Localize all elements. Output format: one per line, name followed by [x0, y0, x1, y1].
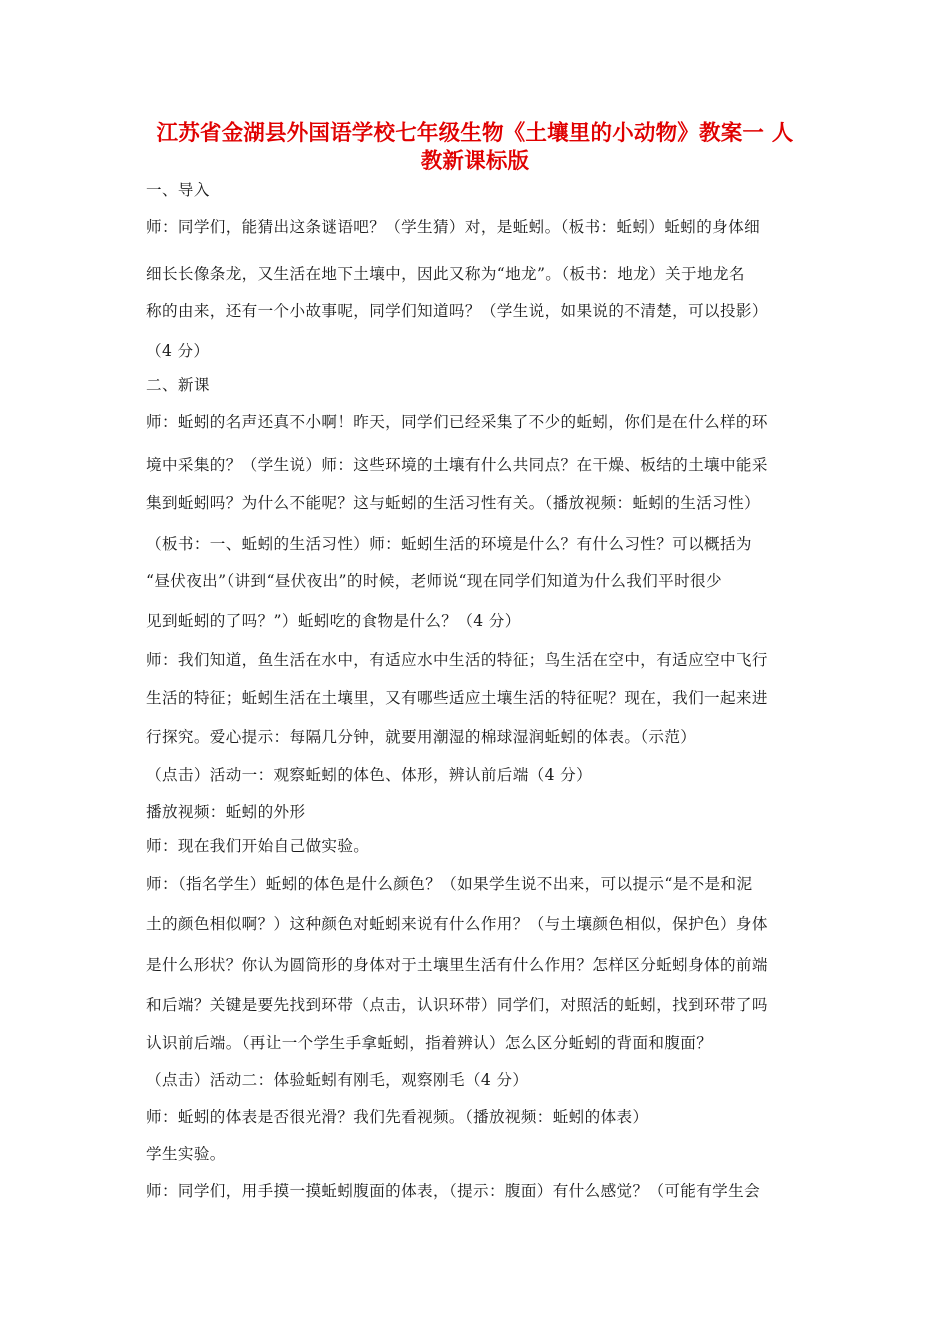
paragraph-line: 师：蚯蚓的体表是否很光滑？我们先看视频。（播放视频：蚯蚓的体表）: [146, 1108, 649, 1126]
paragraph-line: 师：（指名学生）蚯蚓的体色是什么颜色？（如果学生说不出来，可以提示“是不是和泥: [146, 875, 753, 893]
document-title: [130, 120, 820, 176]
activity-heading-2: （点击）活动二：体验蚯蚓有刚毛，观察刚毛（4 分）: [146, 1071, 529, 1089]
paragraph-line: “昼伏夜出”（讲到“昼伏夜出”的时候，老师说“现在同学们知道为什么我们平时很少: [146, 572, 722, 590]
paragraph-line: 是什么形状？你认为圆筒形的身体对于土壤里生活有什么作用？怎样区分蚯蚓身体的前端: [146, 956, 768, 974]
paragraph-line: 师：同学们，能猜出这条谜语吧？（学生猜）对，是蚯蚓。（板书：蚯蚓）蚯蚓的身体细: [146, 218, 761, 236]
paragraph-line: 行探究。爱心提示：每隔几分钟，就要用潮湿的棉球湿润蚯蚓的体表。（示范）: [146, 728, 697, 746]
paragraph-line: 学生实验。: [146, 1145, 226, 1163]
paragraph-line: 师：我们知道，鱼生活在水中，有适应水中生活的特征；鸟生活在空中，有适应空中飞行: [146, 651, 768, 669]
paragraph-line: 生活的特征；蚯蚓生活在土壤里，又有哪些适应土壤生活的特征呢？现在，我们一起来进: [146, 689, 768, 707]
paragraph-line: 师：现在我们开始自己做实验。: [146, 837, 370, 855]
paragraph-line: （板书：一、蚯蚓的生活习性）师：蚯蚓生活的环境是什么？有什么习性？可以概括为: [146, 535, 752, 553]
paragraph-line: 称的由来，还有一个小故事呢，同学们知道吗？（学生说，如果说的不清楚，可以投影）: [146, 302, 768, 320]
paragraph-line: 土的颜色相似啊？）这种颜色对蚯蚓来说有什么作用？（与土壤颜色相似，保护色）身体: [146, 915, 768, 933]
section-heading-intro: 一、导入: [146, 181, 210, 199]
paragraph-line: （4 分）: [146, 342, 210, 360]
paragraph-line: 境中采集的？（学生说）师：这些环境的土壤有什么共同点？在干燥、板结的土壤中能采: [146, 456, 768, 474]
paragraph-line: 播放视频：蚯蚓的外形: [146, 803, 306, 821]
title-line-2: 教新课标版: [420, 149, 530, 174]
paragraph-line: 细长长像条龙，又生活在地下土壤中，因此又称为“地龙”。（板书：地龙）关于地龙名: [146, 265, 745, 283]
paragraph-line: 集到蚯蚓吗？为什么不能呢？这与蚯蚓的生活习性有关。（播放视频：蚯蚓的生活习性）: [146, 494, 761, 512]
paragraph-line: 和后端？关键是要先找到环带（点击，认识环带）同学们，对照活的蚯蚓，找到环带了吗: [146, 996, 768, 1014]
paragraph-line: 师：同学们，用手摸一摸蚯蚓腹面的体表，（提示：腹面）有什么感觉？（可能有学生会: [146, 1182, 761, 1200]
title-line-1: 江苏省金湖县外国语学校七年级生物《土壤里的小动物》教案一 人: [156, 121, 794, 146]
paragraph-line: 见到蚯蚓的了吗？”）蚯蚓吃的食物是什么？（4 分）: [146, 612, 521, 630]
section-heading-new-lesson: 二、新课: [146, 376, 210, 394]
paragraph-line: 认识前后端。（再让一个学生手拿蚯蚓，指着辨认）怎么区分蚯蚓的背面和腹面？: [146, 1034, 713, 1052]
activity-heading-1: （点击）活动一：观察蚯蚓的体色、体形，辨认前后端（4 分）: [146, 766, 593, 784]
paragraph-line: 师：蚯蚓的名声还真不小啊！昨天，同学们已经采集了不少的蚯蚓，你们是在什么样的环: [146, 413, 768, 431]
